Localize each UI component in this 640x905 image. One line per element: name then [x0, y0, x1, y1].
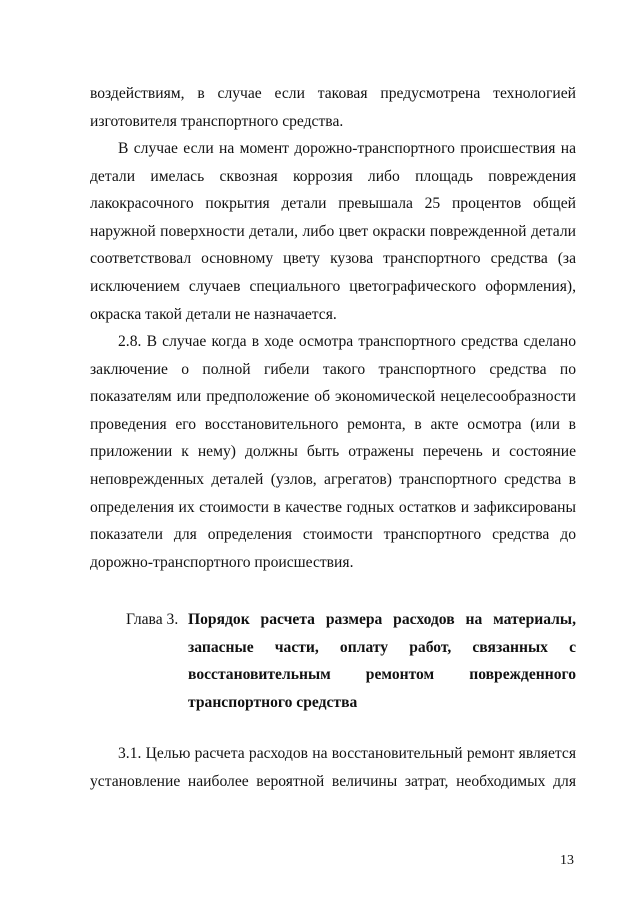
paragraph-line: воздействиям, в случае если таковая предусмотрена технологией	[90, 85, 576, 102]
paragraph-line: соответствовал основному цвету кузова транспортного средства (за	[90, 250, 576, 268]
paragraph-line: определения их стоимости в качестве годных остатков и зафиксированы	[90, 498, 576, 516]
paragraph-line: проведения его восстановительного ремонта, в акте осмотра (или в	[90, 415, 576, 433]
chapter-title-line: транспортного средства	[188, 693, 358, 711]
paragraph-2-8	[90, 328, 576, 576]
paragraph-intro	[90, 80, 576, 135]
paragraph-line: наружной поверхности детали, либо цвет окраски поврежденной детали	[90, 222, 576, 240]
chapter-title-line: запасные части, оплату работ, связанных с	[188, 638, 576, 656]
paragraph-line: показатели для определения стоимости транспортного средства до	[90, 526, 576, 544]
paragraph-3-1	[90, 740, 576, 795]
chapter-title-line: восстановительным ремонтом поврежденного	[188, 666, 576, 684]
paragraph-line: установление наиболее вероятной величины затрат, необходимых для	[90, 772, 576, 790]
paragraph-line: детали имелась сквозная коррозия либо площадь повреждения	[90, 167, 576, 185]
paragraph-line: 3.1. Целью расчета расходов на восстановительный ремонт является	[118, 745, 576, 762]
paragraph-line: изготовителя транспортного средства.	[90, 112, 344, 130]
paragraph-line: показателям или предположение об экономической нецелесообразности	[90, 388, 576, 406]
paragraph-line: окраска такой детали не назначается.	[90, 305, 337, 323]
paragraph-line: заключение о полной гибели такого транспортного средства по	[90, 360, 576, 378]
chapter-label: Глава 3.	[126, 611, 179, 628]
paragraph-line: исключением случаев специального цветографического оформления),	[90, 277, 576, 295]
page-number: 13	[560, 853, 574, 868]
paragraph-line: приложении к нему) должны быть отражены перечень и состояние	[90, 443, 576, 461]
paragraph-line: В случае если на момент дорожно-транспортного происшествия на	[118, 140, 576, 157]
paragraph-line: лакокрасочного покрытия детали превышала 25 процентов общей	[90, 195, 576, 213]
paragraph-line: 2.8. В случае когда в ходе осмотра транспортного средства сделано	[118, 333, 576, 350]
paragraph-line: неповрежденных деталей (узлов, агрегатов) транспортного средства в	[90, 470, 576, 488]
chapter-title	[188, 606, 576, 716]
paragraph-corrosion	[90, 135, 576, 328]
chapter-title-line: Порядок расчета размера расходов на материалы,	[188, 611, 576, 628]
paragraph-line: дорожно-транспортного происшествия.	[90, 553, 354, 571]
